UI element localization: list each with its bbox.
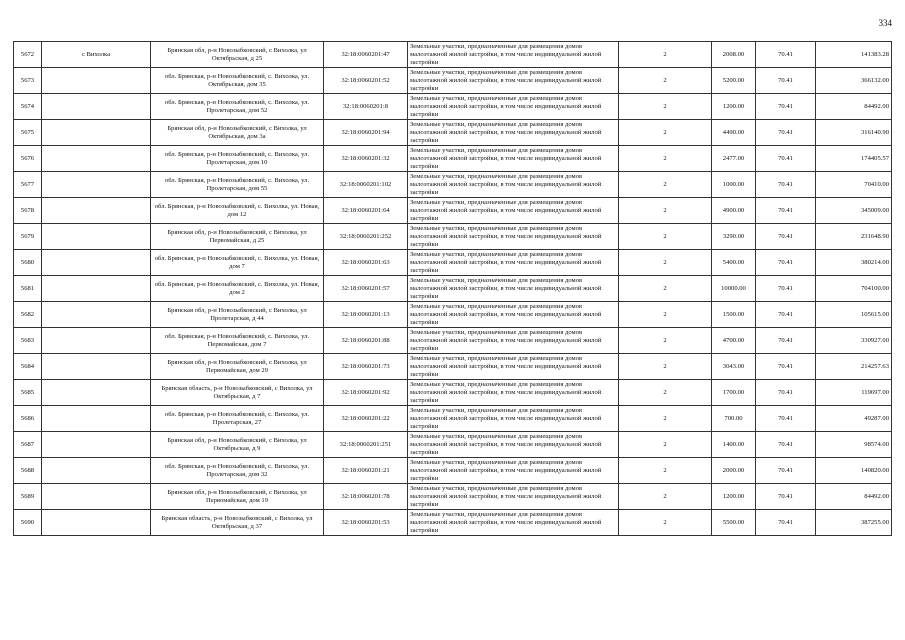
land-use-cell: Земельные участки, предназначенные для размещения домов малоэтажной жилой застройки, в том числе индивидуальной жилой застройки: [408, 510, 619, 536]
cadastral-number-cell: 32:18:0060201:53: [324, 510, 408, 536]
category-cell: 2: [619, 406, 712, 432]
cadastral-number-cell: 32:18:0060201:94: [324, 120, 408, 146]
row-number-cell: 5676: [14, 146, 42, 172]
cadastral-number-cell: 32:18:0060201:252: [324, 224, 408, 250]
area-cell: 1700.00: [712, 380, 756, 406]
cadastral-value-cell: 140820.00: [816, 458, 892, 484]
locality-cell: с Вихолка: [42, 42, 151, 68]
cadastral-value-cell: 704100.00: [816, 276, 892, 302]
address-cell: Брянская обл, р-н Новозыбковский, с Вихолка, ул Первомайская, дом 29: [151, 354, 324, 380]
table-row: [14, 250, 892, 276]
address-cell: обл. Брянская, р-н Новозыбковский, с. Вихолка, ул. Пролетарская, дом 52: [151, 94, 324, 120]
address-cell: Брянская обл, р-н Новозыбковский, с Вихолка, ул Первомайская, д 25: [151, 224, 324, 250]
locality-cell: [42, 380, 151, 406]
area-cell: 10000.00: [712, 276, 756, 302]
address-cell: обл. Брянская, р-н Новозыбковский, с. Вихолка, ул. Первомайская, дом 7: [151, 328, 324, 354]
area-cell: 1400.00: [712, 432, 756, 458]
cadastral-number-cell: 32:18:0060201:63: [324, 250, 408, 276]
row-number-cell: 5672: [14, 42, 42, 68]
rate-cell: 70.41: [756, 276, 816, 302]
cadastral-value-cell: 174405.57: [816, 146, 892, 172]
table-row: [14, 198, 892, 224]
area-cell: 4900.00: [712, 198, 756, 224]
table-row: [14, 224, 892, 250]
cadastral-value-cell: 70410.00: [816, 172, 892, 198]
category-cell: 2: [619, 146, 712, 172]
cadastral-number-cell: 32:18:0060201:47: [324, 42, 408, 68]
land-use-cell: Земельные участки, предназначенные для размещения домов малоэтажной жилой застройки, в том числе индивидуальной жилой застройки: [408, 146, 619, 172]
category-cell: 2: [619, 42, 712, 68]
category-cell: 2: [619, 120, 712, 146]
rate-cell: 70.41: [756, 250, 816, 276]
area-cell: 5400.00: [712, 250, 756, 276]
rate-cell: 70.41: [756, 406, 816, 432]
locality-cell: [42, 354, 151, 380]
table-row: [14, 354, 892, 380]
land-use-cell: Земельные участки, предназначенные для размещения домов малоэтажной жилой застройки, в том числе индивидуальной жилой застройки: [408, 224, 619, 250]
land-use-cell: Земельные участки, предназначенные для размещения домов малоэтажной жилой застройки, в том числе индивидуальной жилой застройки: [408, 172, 619, 198]
address-cell: Брянская обл, р-н Новозыбковский, с Вихолка, ул Октябрьская, д 25: [151, 42, 324, 68]
cadastral-number-cell: 32:18:0060201:57: [324, 276, 408, 302]
land-use-cell: Земельные участки, предназначенные для размещения домов малоэтажной жилой застройки, в том числе индивидуальной жилой застройки: [408, 302, 619, 328]
table-row: [14, 302, 892, 328]
address-cell: Брянская область, р-н Новозыбковский, с Вихолка, ул Октябрьская, д 7: [151, 380, 324, 406]
category-cell: 2: [619, 458, 712, 484]
land-use-cell: Земельные участки, предназначенные для размещения домов малоэтажной жилой застройки, в том числе индивидуальной жилой застройки: [408, 250, 619, 276]
rate-cell: 70.41: [756, 224, 816, 250]
rate-cell: 70.41: [756, 354, 816, 380]
row-number-cell: 5674: [14, 94, 42, 120]
area-cell: 2008.00: [712, 42, 756, 68]
land-use-cell: Земельные участки, предназначенные для размещения домов малоэтажной жилой застройки, в том числе индивидуальной жилой застройки: [408, 406, 619, 432]
area-cell: 3290.00: [712, 224, 756, 250]
row-number-cell: 5678: [14, 198, 42, 224]
row-number-cell: 5688: [14, 458, 42, 484]
locality-cell: [42, 328, 151, 354]
address-cell: обл. Брянская, р-н Новозыбковский, с. Вихолка, ул. Новая, дом 2: [151, 276, 324, 302]
rate-cell: 70.41: [756, 94, 816, 120]
locality-cell: [42, 302, 151, 328]
rate-cell: 70.41: [756, 42, 816, 68]
cadastral-value-table: [13, 41, 892, 536]
category-cell: 2: [619, 250, 712, 276]
locality-cell: [42, 146, 151, 172]
address-cell: обл. Брянская, р-н Новозыбковский, с. Вихолка, ул. Пролетарская, дом 10: [151, 146, 324, 172]
land-use-cell: Земельные участки, предназначенные для размещения домов малоэтажной жилой застройки, в том числе индивидуальной жилой застройки: [408, 42, 619, 68]
cadastral-value-cell: 105615.00: [816, 302, 892, 328]
area-cell: 2000.00: [712, 458, 756, 484]
land-use-cell: Земельные участки, предназначенные для размещения домов малоэтажной жилой застройки, в том числе индивидуальной жилой застройки: [408, 328, 619, 354]
locality-cell: [42, 172, 151, 198]
address-cell: обл. Брянская, р-н Новозыбковский, с. Вихолка, ул. Пролетарская, 27: [151, 406, 324, 432]
land-use-cell: Земельные участки, предназначенные для размещения домов малоэтажной жилой застройки, в том числе индивидуальной жилой застройки: [408, 68, 619, 94]
cadastral-value-cell: 84492.00: [816, 484, 892, 510]
cadastral-value-cell: 345009.00: [816, 198, 892, 224]
cadastral-value-cell: 98574.00: [816, 432, 892, 458]
cadastral-number-cell: 32:18:0060201:13: [324, 302, 408, 328]
locality-cell: [42, 276, 151, 302]
area-cell: 1500.00: [712, 302, 756, 328]
cadastral-number-cell: 32:18:0060201:78: [324, 484, 408, 510]
table-row: [14, 120, 892, 146]
address-cell: Брянская область, р-н Новозыбковский, с Вихолка, ул Октябрьская, д 37: [151, 510, 324, 536]
land-use-cell: Земельные участки, предназначенные для размещения домов малоэтажной жилой застройки, в том числе индивидуальной жилой застройки: [408, 198, 619, 224]
row-number-cell: 5683: [14, 328, 42, 354]
category-cell: 2: [619, 380, 712, 406]
rate-cell: 70.41: [756, 328, 816, 354]
category-cell: 2: [619, 484, 712, 510]
row-number-cell: 5689: [14, 484, 42, 510]
category-cell: 2: [619, 328, 712, 354]
locality-cell: [42, 120, 151, 146]
row-number-cell: 5687: [14, 432, 42, 458]
category-cell: 2: [619, 94, 712, 120]
rate-cell: 70.41: [756, 146, 816, 172]
category-cell: 2: [619, 198, 712, 224]
area-cell: 5200.00: [712, 68, 756, 94]
row-number-cell: 5680: [14, 250, 42, 276]
rate-cell: 70.41: [756, 120, 816, 146]
cadastral-number-cell: 32:18:0060201:102: [324, 172, 408, 198]
address-cell: Брянская обл, р-н Новозыбковский, с Вихолка, ул Октябрьская, дом 3а: [151, 120, 324, 146]
land-use-cell: Земельные участки, предназначенные для размещения домов малоэтажной жилой застройки, в том числе индивидуальной жилой застройки: [408, 484, 619, 510]
cadastral-number-cell: 32:18:0060201:52: [324, 68, 408, 94]
land-use-cell: Земельные участки, предназначенные для размещения домов малоэтажной жилой застройки, в том числе индивидуальной жилой застройки: [408, 94, 619, 120]
address-cell: Брянская обл, р-н Новозыбковский, с Вихолка, ул Пролетарская, д 44: [151, 302, 324, 328]
land-use-cell: Земельные участки, предназначенные для размещения домов малоэтажной жилой застройки, в том числе индивидуальной жилой застройки: [408, 432, 619, 458]
locality-cell: [42, 198, 151, 224]
rate-cell: 70.41: [756, 458, 816, 484]
category-cell: 2: [619, 510, 712, 536]
cadastral-number-cell: 32:18:0060201:32: [324, 146, 408, 172]
category-cell: 2: [619, 432, 712, 458]
area-cell: 1200.00: [712, 484, 756, 510]
cadastral-value-cell: 387255.00: [816, 510, 892, 536]
rate-cell: 70.41: [756, 380, 816, 406]
rate-cell: 70.41: [756, 432, 816, 458]
area-cell: 4490.00: [712, 120, 756, 146]
land-use-cell: Земельные участки, предназначенные для размещения домов малоэтажной жилой застройки, в том числе индивидуальной жилой застройки: [408, 120, 619, 146]
rate-cell: 70.41: [756, 172, 816, 198]
land-use-cell: Земельные участки, предназначенные для размещения домов малоэтажной жилой застройки, в том числе индивидуальной жилой застройки: [408, 354, 619, 380]
cadastral-value-cell: 380214.00: [816, 250, 892, 276]
row-number-cell: 5673: [14, 68, 42, 94]
table-row: [14, 380, 892, 406]
row-number-cell: 5684: [14, 354, 42, 380]
locality-cell: [42, 94, 151, 120]
table-row: [14, 172, 892, 198]
row-number-cell: 5690: [14, 510, 42, 536]
locality-cell: [42, 224, 151, 250]
rate-cell: 70.41: [756, 302, 816, 328]
land-use-cell: Земельные участки, предназначенные для размещения домов малоэтажной жилой застройки, в том числе индивидуальной жилой застройки: [408, 458, 619, 484]
row-number-cell: 5686: [14, 406, 42, 432]
cadastral-number-cell: 32:18:0060201:64: [324, 198, 408, 224]
row-number-cell: 5677: [14, 172, 42, 198]
cadastral-number-cell: 32:18:0060201:92: [324, 380, 408, 406]
table-row: [14, 328, 892, 354]
row-number-cell: 5679: [14, 224, 42, 250]
area-cell: 1200.00: [712, 94, 756, 120]
category-cell: 2: [619, 224, 712, 250]
table-row: [14, 68, 892, 94]
cadastral-value-cell: 119697.00: [816, 380, 892, 406]
address-cell: обл. Брянская, р-н Новозыбковский, с. Вихолка, ул. Пролетарская, дом 32: [151, 458, 324, 484]
area-cell: 5500.00: [712, 510, 756, 536]
table-row: [14, 94, 892, 120]
table-row: [14, 276, 892, 302]
table-row: [14, 432, 892, 458]
rate-cell: 70.41: [756, 510, 816, 536]
category-cell: 2: [619, 276, 712, 302]
locality-cell: [42, 432, 151, 458]
table-row: [14, 42, 892, 68]
address-cell: обл. Брянская, р-н Новозыбковский, с. Вихолка, ул. Новая, дом 7: [151, 250, 324, 276]
category-cell: 2: [619, 68, 712, 94]
locality-cell: [42, 250, 151, 276]
area-cell: 4700.00: [712, 328, 756, 354]
cadastral-number-cell: 32:18:0060201:251: [324, 432, 408, 458]
page-number: 334: [878, 18, 892, 28]
locality-cell: [42, 68, 151, 94]
address-cell: Брянская обл, р-н Новозыбковский, с Вихолка, ул Первомайская, дом 19: [151, 484, 324, 510]
cadastral-value-cell: 231648.90: [816, 224, 892, 250]
address-cell: Брянская обл, р-н Новозыбковский, с Вихолка, ул Октябрьская, д 9: [151, 432, 324, 458]
cadastral-value-cell: 84492.00: [816, 94, 892, 120]
row-number-cell: 5681: [14, 276, 42, 302]
category-cell: 2: [619, 302, 712, 328]
area-cell: 1000.00: [712, 172, 756, 198]
row-number-cell: 5675: [14, 120, 42, 146]
cadastral-value-cell: 49287.00: [816, 406, 892, 432]
address-cell: обл. Брянская, р-н Новозыбковский, с. Вихолка, ул. Пролетарская, дом 55: [151, 172, 324, 198]
table-row: [14, 458, 892, 484]
row-number-cell: 5685: [14, 380, 42, 406]
area-cell: 2477.00: [712, 146, 756, 172]
table-row: [14, 146, 892, 172]
locality-cell: [42, 510, 151, 536]
locality-cell: [42, 406, 151, 432]
row-number-cell: 5682: [14, 302, 42, 328]
cadastral-number-cell: 32:18:0060201:21: [324, 458, 408, 484]
land-use-cell: Земельные участки, предназначенные для размещения домов малоэтажной жилой застройки, в том числе индивидуальной жилой застройки: [408, 276, 619, 302]
area-cell: 3043.00: [712, 354, 756, 380]
rate-cell: 70.41: [756, 198, 816, 224]
table-row: [14, 484, 892, 510]
table-row: [14, 406, 892, 432]
cadastral-value-cell: 214257.63: [816, 354, 892, 380]
cadastral-value-cell: 316140.90: [816, 120, 892, 146]
cadastral-number-cell: 32:18:0060201:88: [324, 328, 408, 354]
category-cell: 2: [619, 354, 712, 380]
cadastral-number-cell: 32:18:0060201:22: [324, 406, 408, 432]
cadastral-number-cell: 32:18:0060201:8: [324, 94, 408, 120]
rate-cell: 70.41: [756, 484, 816, 510]
area-cell: 700.00: [712, 406, 756, 432]
address-cell: обл. Брянская, р-н Новозыбковский, с. Вихолка, ул. Октябрьская, дом 35: [151, 68, 324, 94]
cadastral-number-cell: 32:18:0060201:73: [324, 354, 408, 380]
category-cell: 2: [619, 172, 712, 198]
land-use-cell: Земельные участки, предназначенные для размещения домов малоэтажной жилой застройки, в том числе индивидуальной жилой застройки: [408, 380, 619, 406]
rate-cell: 70.41: [756, 68, 816, 94]
address-cell: обл. Брянская, р-н Новозыбковский, с. Вихолка, ул. Новая, дом 12: [151, 198, 324, 224]
table-row: [14, 510, 892, 536]
locality-cell: [42, 484, 151, 510]
locality-cell: [42, 458, 151, 484]
cadastral-value-cell: 366132.00: [816, 68, 892, 94]
cadastral-value-cell: 330927.00: [816, 328, 892, 354]
table-body: [14, 42, 892, 536]
cadastral-value-cell: 141383.28: [816, 42, 892, 68]
